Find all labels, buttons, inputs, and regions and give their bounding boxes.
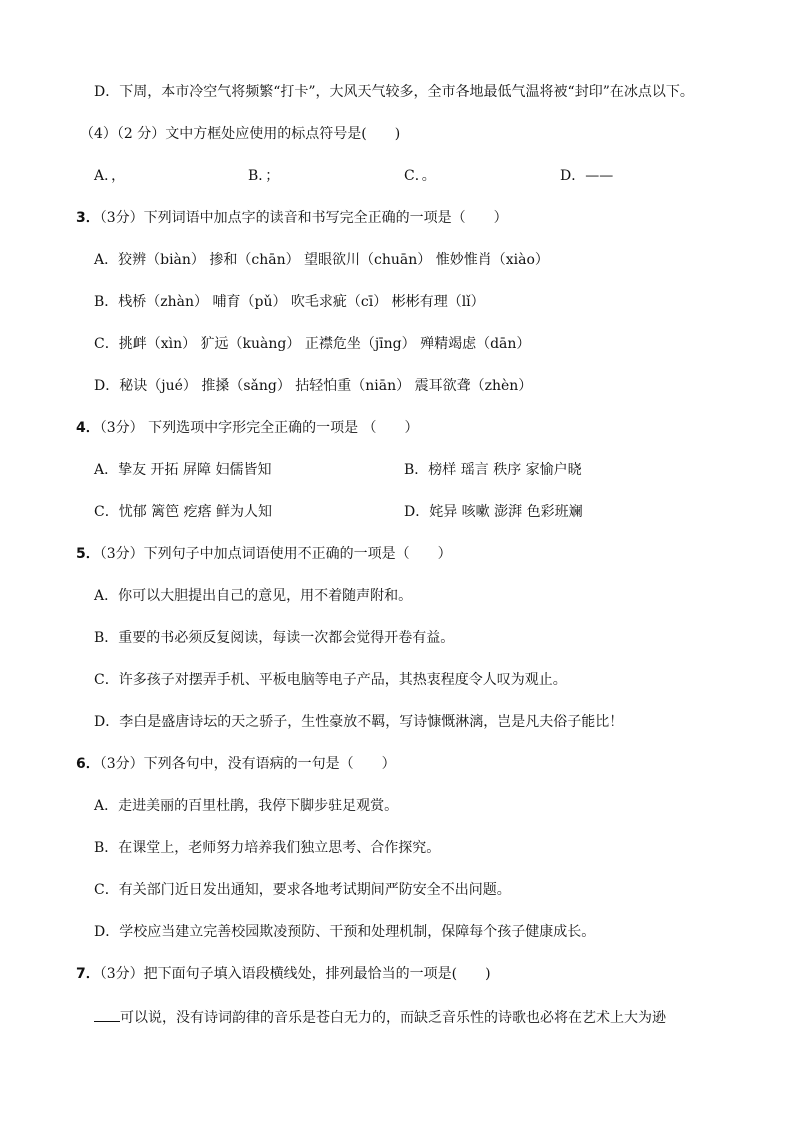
q2-choice-a: A．， xyxy=(94,168,126,184)
question-6-stem xyxy=(76,755,396,773)
question-text: （3分）下列词语中加点字的读音和书写完全正确的一项是（ ） xyxy=(99,210,508,226)
q3-option-b: B．栈桥（zhàn） 哺育（pǔ） 吹毛求疵（cī） 彬彬有理（lǐ） xyxy=(94,294,485,310)
q6-option-d: D．学校应当建立完善校园欺凌预防、干预和处理机制，保障每个孩子健康成长。 xyxy=(94,924,596,940)
question-text: （3分）把下面句子填入语段横线处，排列最恰当的一项是( ) xyxy=(99,966,491,982)
q5-option-a: A．你可以大胆提出自己的意见，用不着随声附和。 xyxy=(94,588,413,604)
q2-sub4-stem: （4）（2 分）文中方框处应使用的标点符号是( ) xyxy=(80,126,401,142)
q5-option-b: B．重要的书必须反复阅读，每读一次都会觉得开卷有益。 xyxy=(94,630,455,646)
q4-option-a: A．挚友 开拓 屏障 妇儒皆知 xyxy=(94,462,272,478)
question-5-stem xyxy=(76,545,452,563)
question-text: （3分） 下列选项中字形完全正确的一项是 （ ） xyxy=(99,420,419,436)
q5-option-c: C．许多孩子对摆弄手机、平板电脑等电子产品，其热衷程度令人叹为观止。 xyxy=(94,672,567,688)
question-7-stem xyxy=(76,965,491,983)
question-number: 6． xyxy=(76,756,100,772)
q2-choice-b: B．； xyxy=(248,168,280,184)
q7-passage-text: 可以说，没有诗词韵律的音乐是苍白无力的，而缺乏音乐性的诗歌也必将在艺术上大为逊 xyxy=(120,1010,666,1026)
question-text: （3分）下列句子中加点词语使用不正确的一项是（ ） xyxy=(99,546,452,562)
question-number: 4． xyxy=(76,420,100,436)
question-number: 5． xyxy=(76,546,100,562)
q6-option-a: A．走进美丽的百里杜鹃，我停下脚步驻足观赏。 xyxy=(94,798,399,814)
question-number: 3． xyxy=(76,210,100,226)
fill-blank[interactable] xyxy=(94,1007,120,1022)
q6-option-b: B．在课堂上，老师努力培养我们独立思考、合作探究。 xyxy=(94,840,441,856)
question-number: 7． xyxy=(76,966,100,982)
question-4-stem xyxy=(76,419,419,437)
q4-option-d: D．姹异 咳嗽 澎湃 色彩班斓 xyxy=(404,504,583,520)
q3-option-a: A．狡辨（biàn） 掺和（chān） 望眼欲川（chuān） 惟妙惟肖（xiào） xyxy=(94,252,549,268)
q2-choice-d: D．—— xyxy=(560,168,614,184)
q7-passage xyxy=(94,1007,666,1027)
q4-option-c: C．忧郁 篱笆 疙瘩 鲜为人知 xyxy=(94,504,273,520)
q3-option-c: C．挑衅（xìn） 犷远（kuàng） 正襟危坐（jīng） 殚精竭虑（dān） xyxy=(94,336,531,352)
question-text: （3分）下列各句中，没有语病的一句是（ ） xyxy=(99,756,396,772)
q2-option-d: D．下周，本市冷空气将频繁“打卡”，大风天气较多，全市各地最低气温将被“封印”在冰点以下。 xyxy=(94,84,694,100)
q3-option-d: D．秘诀（jué） 推搡（sǎng） 拈轻怕重（niān） 震耳欲聋（zhèn） xyxy=(94,378,533,394)
q5-option-d: D．李白是盛唐诗坛的天之骄子，生性豪放不羁，写诗慷慨淋漓，岂是凡夫俗子能比！ xyxy=(94,714,624,730)
q6-option-c: C．有关部门近日发出通知，要求各地考试期间严防安全不出问题。 xyxy=(94,882,511,898)
q4-option-b: B．榜样 瑶言 秩序 家愉户晓 xyxy=(404,462,582,478)
q2-choice-c: C．。 xyxy=(404,168,436,184)
question-3-stem xyxy=(76,209,508,227)
